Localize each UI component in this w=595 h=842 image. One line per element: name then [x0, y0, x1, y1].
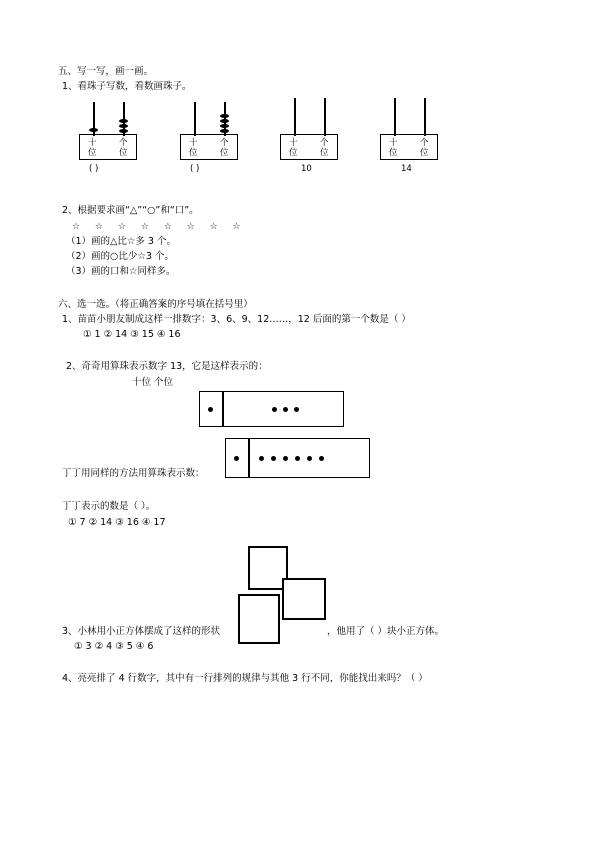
question-5-2: 2、根据要求画“△”“○”和“口”。: [62, 205, 199, 216]
tens-rod: [194, 102, 196, 136]
bead-dot: [259, 456, 264, 461]
bead: [220, 124, 229, 128]
bead-dot: [294, 407, 299, 412]
question-6-4: 4、亮亮排了 4 行数字，其中有一行排列的规律与其他 3 行不同，你能找出来吗？（ ）: [62, 673, 428, 684]
abacus-4: [380, 96, 438, 176]
bead-dot: [283, 407, 288, 412]
ones-label: 个 位: [220, 138, 229, 158]
answer-blank[interactable]: ( ): [89, 164, 99, 174]
cube: [238, 594, 280, 644]
place-header: 十位 个位: [132, 377, 174, 388]
tens-label: 十 位: [389, 138, 398, 158]
q2-item-2: （2）画的○比少☆3 个。: [66, 251, 174, 262]
bead-panel-dingding: [225, 438, 370, 478]
abacus-3: [280, 96, 338, 176]
tens-rod: [294, 98, 296, 136]
tens-label: 十 位: [88, 138, 97, 158]
number-caption: 14: [401, 164, 412, 174]
q2-item-1: （1）画的△比☆多 3 个。: [66, 236, 176, 247]
tens-rod: [394, 98, 396, 136]
section-5-title: 五、写一写，画一画。: [58, 66, 154, 77]
bead: [119, 119, 128, 123]
bead: [119, 129, 128, 133]
abacus-1: [79, 96, 137, 176]
ones-label: 个 位: [420, 138, 429, 158]
bead-dot: [295, 456, 300, 461]
abacus-2: [180, 96, 238, 176]
tens-label: 十 位: [189, 138, 198, 158]
bead-dot: [271, 456, 276, 461]
answer-blank[interactable]: ( ): [190, 164, 200, 174]
bead-dot: [208, 407, 213, 412]
question-6-1: 1、苗苗小朋友制成这样一排数字：3、6、9、12……，12 后面的第一个数是（ ）: [62, 314, 411, 325]
bead-dot: [234, 456, 239, 461]
q2-item-3: （3）画的口和☆同样多。: [66, 266, 176, 277]
bead: [220, 119, 229, 123]
ones-label: 个 位: [320, 138, 329, 158]
q6-3-options: ① 3 ② 4 ③ 5 ④ 6: [74, 641, 154, 652]
q6-3-prefix: 3、小林用小正方体摆成了这样的形状: [62, 626, 221, 637]
q6-2-options: ① 7 ② 14 ③ 16 ④ 17: [68, 517, 166, 528]
question-5-1: 1、看珠子写数，看数画珠子。: [62, 81, 192, 92]
q6-2-question: 丁丁表示的数是（ ）。: [62, 501, 156, 512]
bead: [119, 124, 128, 128]
question-6-2: 2、奇奇用算珠表示数字 13，它是这样表示的：: [66, 361, 268, 372]
bead-panel-13: [199, 391, 344, 427]
panel-divider: [248, 439, 250, 477]
q6-3-suffix: ，他用了（ ）块小正方体。: [327, 626, 445, 637]
bead: [220, 114, 229, 118]
bead-dot: [283, 456, 288, 461]
cube-figure: [236, 546, 328, 646]
bead: [89, 128, 98, 132]
bead: [220, 129, 229, 133]
bead-dot: [272, 407, 277, 412]
number-caption: 10: [301, 164, 312, 174]
q6-1-options: ① 1 ② 14 ③ 15 ④ 16: [83, 329, 181, 340]
tens-label: 十 位: [289, 138, 298, 158]
panel-divider: [222, 392, 224, 426]
ones-rod: [324, 98, 326, 136]
bead-dot: [319, 456, 324, 461]
cube: [282, 578, 326, 620]
star-row: ☆ ☆ ☆ ☆ ☆ ☆ ☆ ☆: [72, 222, 247, 232]
ones-label: 个 位: [119, 138, 128, 158]
bead-dot: [307, 456, 312, 461]
q6-2-text2: 丁丁用同样的方法用算珠表示数：: [62, 468, 205, 479]
ones-rod: [424, 98, 426, 136]
section-6-title: 六、选一选。（将正确答案的序号填在括号里）: [58, 299, 253, 310]
